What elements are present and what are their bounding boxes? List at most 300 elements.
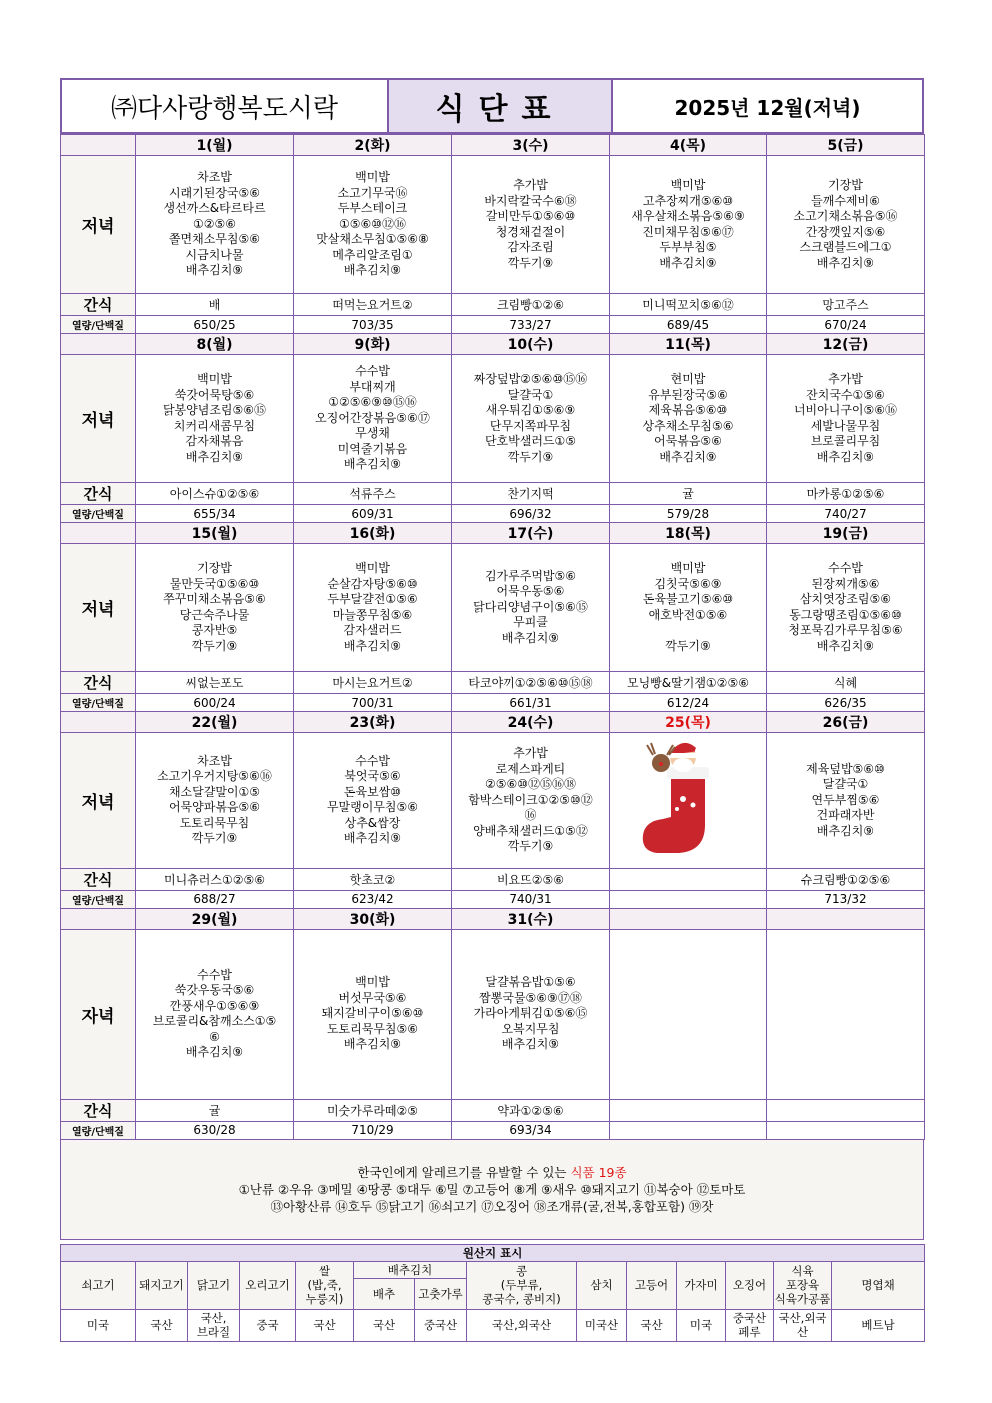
day-header: 2(화) xyxy=(294,135,452,156)
origin-header-pork: 돼지고기 xyxy=(136,1261,188,1309)
menu-table xyxy=(60,134,925,1140)
week-3-snack-row xyxy=(61,672,925,694)
menu-item: 버섯무국⑤⑥ xyxy=(338,990,407,1005)
christmas-stocking-icon xyxy=(633,733,743,863)
week-1-kcal-row xyxy=(61,316,925,334)
menu-item: 어묵우동⑤⑥ xyxy=(496,584,565,599)
menu-item: ②⑤⑥⑩⑫⑮⑯⑱ xyxy=(484,777,577,791)
menu-item: 어묵볶음⑤⑥ xyxy=(654,434,722,448)
menu-item: 배추김치⑨ xyxy=(343,1037,402,1052)
kcal-cell: 696/32 xyxy=(452,505,610,523)
menu-item: 깍두기⑨ xyxy=(507,449,554,464)
origin-header-meat-products xyxy=(774,1261,832,1309)
meal-cell xyxy=(136,929,294,1099)
origin-value-mackerel: 국산 xyxy=(627,1309,677,1341)
menu-item: 짜장덮밥②⑤⑥⑩⑮⑯ xyxy=(473,372,588,386)
menu-item: ⑯ xyxy=(524,808,537,822)
menu-item: 잔치국수①⑤⑥ xyxy=(806,387,885,402)
menu-item: 깍두기⑨ xyxy=(191,638,238,653)
snack-cell xyxy=(610,868,767,890)
snack-cell: 모닝빵&딸기잼①②⑤⑥ xyxy=(610,672,767,694)
menu-item: 고추장찌개⑤⑥⑩ xyxy=(642,193,734,208)
menu-item: 배추김치⑨ xyxy=(816,823,875,838)
origin-value-squid-2: 페루 xyxy=(738,1325,761,1339)
origin-value-meat-2: 산 xyxy=(796,1325,809,1339)
menu-item: 수수밥 xyxy=(197,967,232,982)
origin-header-rice xyxy=(296,1261,354,1309)
kcal-cell: 713/32 xyxy=(767,890,925,908)
menu-item: ①②⑤⑥ xyxy=(192,216,237,231)
menu-item: 수수밥 xyxy=(355,364,390,379)
menu-item: 건파래자반 xyxy=(816,808,875,822)
day-header: 19(금) xyxy=(767,523,925,544)
origin-header-pepper: 고춧가루 xyxy=(415,1278,467,1309)
snack-cell: 비요뜨②⑤⑥ xyxy=(452,868,610,890)
snack-cell xyxy=(767,1099,925,1121)
day-header: 23(화) xyxy=(294,712,452,733)
menu-item: 치커리새콤무침 xyxy=(173,418,256,433)
menu-item: 소고기채소볶음⑤⑯ xyxy=(793,209,898,223)
origin-header-bean-label: 콩 xyxy=(515,1264,528,1278)
menu-item: ⑥ xyxy=(209,1029,220,1044)
day-header: 1(월) xyxy=(136,135,294,156)
menu-item: 세발나물무침 xyxy=(810,418,881,433)
menu-item: ①②⑤⑥⑨⑩⑮⑯ xyxy=(328,395,417,410)
day-header: 18(목) xyxy=(610,523,767,544)
meal-cell xyxy=(610,156,767,294)
week-4-snack-row xyxy=(61,868,925,890)
day-header: 3(수) xyxy=(452,135,610,156)
menu-item: 배추김치⑨ xyxy=(343,263,402,278)
menu-item: 백미밥 xyxy=(355,561,390,575)
day-header: 11(목) xyxy=(610,334,767,355)
meal-cell xyxy=(767,355,925,483)
menu-item: 배추김치⑨ xyxy=(816,638,875,653)
menu-item: 배추김치⑨ xyxy=(659,255,717,270)
snack-cell: 식혜 xyxy=(767,672,925,694)
menu-item: 부대찌개 xyxy=(349,379,396,394)
kcal-cell xyxy=(610,890,767,908)
menu-item: 두부달걀전①⑤⑥ xyxy=(327,592,418,606)
kcal-row-label: 열량/단백질 xyxy=(61,1121,136,1139)
kcal-cell: 655/34 xyxy=(136,505,294,523)
origin-header-chicken: 닭고기 xyxy=(188,1261,240,1309)
snack-cell: 귤 xyxy=(136,1099,294,1121)
menu-item: 양배추채샐러드①⑤⑫ xyxy=(473,823,588,838)
menu-item: 달걀국① xyxy=(507,387,554,402)
menu-item: 삼치엿장조림⑤⑥ xyxy=(799,592,892,606)
snack-cell: 약과①②⑤⑥ xyxy=(452,1099,610,1121)
menu-item: 상추&쌈장 xyxy=(344,815,401,830)
menu-item: 달걀국① xyxy=(822,777,869,791)
menu-item: 너비아니구이⑤⑥⑯ xyxy=(793,403,898,417)
menu-item: 제육덮밥⑤⑥⑩ xyxy=(806,761,885,776)
menu-item: 배추김치⑨ xyxy=(501,1037,560,1052)
menu-item: 닭봉양념조림⑤⑥⑮ xyxy=(162,403,267,417)
week-3-kcal-row xyxy=(61,694,925,712)
day-header: 31(수) xyxy=(452,908,610,929)
menu-item: 제육볶음⑤⑥⑩ xyxy=(648,403,728,417)
kcal-cell: 650/25 xyxy=(136,316,294,334)
menu-item: 백미밥 xyxy=(355,170,390,185)
menu-item: 배추김치⑨ xyxy=(659,449,717,464)
menu-item xyxy=(610,623,766,639)
snack-cell: 타코야끼①②⑤⑥⑩⑮⑱ xyxy=(452,672,610,694)
origin-value-duck: 중국 xyxy=(240,1309,296,1341)
menu-item: 배추김치⑨ xyxy=(185,1045,244,1059)
meal-cell xyxy=(294,733,452,869)
meal-cell xyxy=(136,544,294,672)
origin-header-rice-sub: (밥,죽, xyxy=(307,1278,342,1292)
date-row-label xyxy=(61,712,136,733)
menu-item: 가라아게튀김①⑤⑥⑮ xyxy=(473,1006,588,1021)
menu-item: 무말랭이무침⑤⑥ xyxy=(326,800,419,815)
menu-item: 소고기우거지탕⑤⑥⑯ xyxy=(157,769,272,784)
menu-item: 배추김치⑨ xyxy=(343,457,402,472)
snack-cell: 석류주스 xyxy=(294,483,452,505)
meal-cell xyxy=(610,733,767,869)
menu-item: 감자채볶음 xyxy=(185,434,244,448)
menu-item: 배추김치⑨ xyxy=(185,263,244,278)
menu-item: 바지락칼국수⑥⑱ xyxy=(484,193,577,208)
origin-header-bean-sub: (두부류, xyxy=(500,1278,543,1292)
menu-item: 배추김치⑨ xyxy=(816,449,875,464)
menu-item: 백미밥 xyxy=(197,372,232,386)
kcal-cell: 612/24 xyxy=(610,694,767,712)
menu-item: 추가밥 xyxy=(513,746,548,760)
week-4-kcal-row xyxy=(61,890,925,908)
allergy-notice xyxy=(60,1140,924,1240)
origin-value-spanish-mackerel: 미국산 xyxy=(577,1309,627,1341)
kcal-cell: 689/45 xyxy=(610,316,767,334)
menu-item: 간장깻잎지⑤⑥ xyxy=(805,224,886,239)
snack-cell: 마시는요거트② xyxy=(294,672,452,694)
kcal-cell: 623/42 xyxy=(294,890,452,908)
origin-value-chicken-1: 국산, xyxy=(200,1311,227,1325)
menu-item: 배추김치⑨ xyxy=(343,831,402,846)
month-label: 2025년 12월(저녁) xyxy=(674,95,861,120)
day-header: 25(목) xyxy=(610,712,767,733)
menu-item: 소고기무국⑯ xyxy=(337,185,408,200)
snack-cell: 씨없는포도 xyxy=(136,672,294,694)
menu-item: 쫄면채소무침⑤⑥ xyxy=(168,232,261,247)
day-header xyxy=(767,908,925,929)
meal-cell xyxy=(610,544,767,672)
menu-item: 기장밥 xyxy=(828,178,863,192)
snack-cell: 크림빵①②⑥ xyxy=(452,294,610,316)
week-5-meal-row xyxy=(61,929,925,1099)
day-header: 24(수) xyxy=(452,712,610,733)
origin-header-beef: 쇠고기 xyxy=(61,1261,136,1309)
snack-cell: 핫초코② xyxy=(294,868,452,890)
menu-item: 물만둣국①⑤⑥⑩ xyxy=(169,576,260,591)
menu-item: 수수밥 xyxy=(828,561,863,575)
menu-item: 배추김치⑨ xyxy=(343,638,402,653)
meal-cell xyxy=(767,544,925,672)
day-header: 17(수) xyxy=(452,523,610,544)
origin-title: 원산지 표시 xyxy=(61,1244,925,1261)
header xyxy=(60,78,924,134)
menu-item: 단호박샐러드①⑤ xyxy=(484,434,577,448)
kcal-cell: 700/31 xyxy=(294,694,452,712)
day-header xyxy=(610,908,767,929)
menu-item: 단무지쪽파무침 xyxy=(489,418,572,433)
meal-cell xyxy=(294,929,452,1099)
kcal-row-label: 열량/단백질 xyxy=(61,694,136,712)
origin-header-squid: 오징어 xyxy=(726,1261,774,1309)
origin-header-kimchi: 배추김치 xyxy=(354,1261,467,1278)
origin-value-pepper: 중국산 xyxy=(415,1309,467,1341)
menu-item: 어묵양파볶음⑤⑥ xyxy=(168,800,261,815)
menu-item: 시래기된장국⑤⑥ xyxy=(168,185,261,200)
origin-value-rice: 국산 xyxy=(296,1309,354,1341)
week-1-snack-row xyxy=(61,294,925,316)
origin-header-bean xyxy=(467,1261,577,1309)
meal-cell xyxy=(767,733,925,869)
menu-item: 차조밥 xyxy=(197,170,232,185)
menu-item: 브로콜리무침 xyxy=(810,434,881,448)
snack-cell xyxy=(610,1099,767,1121)
week-4-date-row xyxy=(61,712,925,733)
origin-header-rice-label: 쌀 xyxy=(318,1264,331,1278)
snack-cell: 떠먹는요거트② xyxy=(294,294,452,316)
meal-cell xyxy=(452,929,610,1099)
menu-item: 상추채소무침⑤⑥ xyxy=(642,418,734,433)
origin-header-meat-sub2: 식육가공품 xyxy=(774,1292,831,1306)
menu-item: 오복지무침 xyxy=(501,1021,560,1036)
meal-cell xyxy=(610,929,767,1099)
origin-header-meat-sub: 포장육 xyxy=(785,1278,820,1292)
menu-item: 미역줄기볶음 xyxy=(337,441,408,456)
day-header: 26(금) xyxy=(767,712,925,733)
snack-row-label: 간식 xyxy=(61,868,136,890)
kcal-cell: 579/28 xyxy=(610,505,767,523)
kcal-row-label: 열량/단백질 xyxy=(61,890,136,908)
week-2-meal-row xyxy=(61,355,925,483)
snack-cell: 배 xyxy=(136,294,294,316)
week-2-date-row xyxy=(61,334,925,355)
kcal-cell: 670/24 xyxy=(767,316,925,334)
menu-item: 유부된장국⑤⑥ xyxy=(648,387,728,402)
menu-item: 맛살채소무침①⑤⑥⑧ xyxy=(316,232,429,247)
menu-item: 추가밥 xyxy=(513,178,548,192)
day-header: 10(수) xyxy=(452,334,610,355)
kcal-cell: 733/27 xyxy=(452,316,610,334)
origin-header-dried-fish: 명엽채 xyxy=(832,1261,925,1309)
menu-item: 백미밥 xyxy=(670,178,706,192)
meal-cell xyxy=(610,355,767,483)
menu-item: 백미밥 xyxy=(355,975,390,990)
origin-header-cabbage: 배추 xyxy=(354,1278,415,1309)
menu-item: 백미밥 xyxy=(670,561,706,575)
menu-item: 감자샐러드 xyxy=(343,623,402,637)
menu-item: 애호박전①⑤⑥ xyxy=(648,607,728,622)
menu-item: 진미채무침⑤⑥⑰ xyxy=(642,224,734,239)
menu-item: 오징어간장볶음⑤⑥⑰ xyxy=(315,410,430,425)
meal-row-label: 자녁 xyxy=(61,929,136,1099)
menu-item: ①⑤⑥⑩⑫⑯ xyxy=(338,216,407,231)
origin-header-meat-label: 식육 xyxy=(791,1264,814,1278)
week-1-date-row xyxy=(61,135,925,156)
snack-cell: 미니츄러스①②⑤⑥ xyxy=(136,868,294,890)
day-header: 8(월) xyxy=(136,334,294,355)
snack-cell: 아이스슈①②⑤⑥ xyxy=(136,483,294,505)
menu-item: 배추김치⑨ xyxy=(185,449,244,464)
week-3-date-row xyxy=(61,523,925,544)
week-1-meal-row xyxy=(61,156,925,294)
menu-item: 깍두기⑨ xyxy=(507,255,554,270)
allergy-intro: 한국인에게 알레르기를 유발할 수 있는 xyxy=(357,1164,567,1180)
date-row-label xyxy=(61,908,136,929)
meal-cell xyxy=(452,156,610,294)
menu-item: 두부스테이크 xyxy=(337,201,408,216)
menu-item: 돈육불고기⑤⑥⑩ xyxy=(642,592,734,606)
kcal-cell: 626/35 xyxy=(767,694,925,712)
origin-header-bean-sub2: 콩국수, 콩비지) xyxy=(482,1292,561,1306)
menu-item: 무피클 xyxy=(513,615,548,630)
menu-item: 배추김치⑨ xyxy=(816,255,875,270)
menu-item: 깐풍새우①⑤⑥⑨ xyxy=(169,998,260,1013)
origin-value-chicken-2: 브라질 xyxy=(196,1325,231,1339)
menu-item: 감자조림 xyxy=(507,240,554,254)
snack-cell: 귤 xyxy=(610,483,767,505)
meal-cell xyxy=(294,544,452,672)
snack-cell: 망고주스 xyxy=(767,294,925,316)
snack-row-label: 간식 xyxy=(61,294,136,316)
menu-item: 동그랑땡조림①⑤⑥⑩ xyxy=(789,607,902,622)
week-5-snack-row xyxy=(61,1099,925,1121)
origin-header-flatfish: 가자미 xyxy=(677,1261,726,1309)
snack-row-label: 간식 xyxy=(61,1099,136,1121)
origin-header-rice-sub2: 누룽지) xyxy=(305,1292,344,1306)
meal-row-label: 저녁 xyxy=(61,733,136,869)
menu-item: 현미밥 xyxy=(670,372,706,386)
origin-value-beef: 미국 xyxy=(61,1309,136,1341)
day-header: 15(월) xyxy=(136,523,294,544)
origin-value-squid xyxy=(726,1309,774,1341)
menu-item: 돈육보쌈⑩ xyxy=(343,784,402,799)
day-header: 4(목) xyxy=(610,135,767,156)
menu-sheet xyxy=(60,78,924,1342)
menu-item: 배추김치⑨ xyxy=(501,630,560,645)
menu-item: 쑥갓어묵탕⑤⑥ xyxy=(174,387,255,402)
meal-cell xyxy=(767,929,925,1099)
company-name: ㈜다사랑행복도시락 xyxy=(111,93,338,124)
menu-item: 수수밥 xyxy=(355,753,390,768)
menu-item: 브로콜리&참깨소스①⑤ xyxy=(152,1014,277,1028)
kcal-cell: 710/29 xyxy=(294,1121,452,1139)
allergy-intro-line xyxy=(357,1164,626,1181)
menu-item: 생선까스&타르타르 xyxy=(163,201,266,216)
meal-cell xyxy=(294,156,452,294)
origin-value-bean: 국산,외국산 xyxy=(467,1309,577,1341)
menu-item: 함박스테이크①②⑤⑩⑫ xyxy=(468,792,593,807)
origin-value-cabbage: 국산 xyxy=(354,1309,415,1341)
kcal-cell: 703/35 xyxy=(294,316,452,334)
kcal-row-label: 열량/단백질 xyxy=(61,316,136,334)
menu-item: 시금치나물 xyxy=(185,247,244,262)
allergy-list-1: ①난류 ②우유 ③메밀 ④땅콩 ⑤대두 ⑥밀 ⑦고등어 ⑧게 ⑨새우 ⑩돼지고기 ⑪복숭아 ⑫토마토 xyxy=(238,1181,746,1197)
origin-value-meat-1: 국산,외국 xyxy=(778,1311,827,1325)
menu-item: 콩자반⑤ xyxy=(191,623,238,637)
menu-item: 닭다리양념구이⑤⑥⑮ xyxy=(473,599,588,614)
kcal-cell xyxy=(767,1121,925,1139)
kcal-cell: 600/24 xyxy=(136,694,294,712)
day-header: 30(화) xyxy=(294,908,452,929)
snack-cell: 슈크림빵①②⑤⑥ xyxy=(767,868,925,890)
menu-item: 깍두기⑨ xyxy=(665,638,711,653)
origin-value-squid-1: 중국산 xyxy=(732,1311,767,1325)
menu-item: 차조밥 xyxy=(197,753,232,768)
menu-item: 갈비만두①⑤⑥⑩ xyxy=(485,209,576,223)
kcal-cell: 693/34 xyxy=(452,1121,610,1139)
menu-item: 두부부침⑤ xyxy=(659,240,717,254)
allergy-highlight: 식품 19종 xyxy=(570,1164,627,1180)
menu-item: 새우살채소볶음⑤⑥⑨ xyxy=(631,209,745,223)
menu-item: 들깨수제비⑥ xyxy=(811,193,880,208)
menu-item: 순살감자탕⑤⑥⑩ xyxy=(327,576,418,591)
date-row-label xyxy=(61,523,136,544)
kcal-cell: 630/28 xyxy=(136,1121,294,1139)
meal-row-label: 저녁 xyxy=(61,544,136,672)
day-header: 5(금) xyxy=(767,135,925,156)
snack-row-label: 간식 xyxy=(61,672,136,694)
meal-cell xyxy=(136,733,294,869)
menu-item: 기장밥 xyxy=(197,561,232,575)
menu-item: 채소달걀말이①⑤ xyxy=(168,784,261,799)
meal-cell xyxy=(452,733,610,869)
origin-value-flatfish: 미국 xyxy=(677,1309,726,1341)
meal-cell xyxy=(767,156,925,294)
day-header: 12(금) xyxy=(767,334,925,355)
date-row-label xyxy=(61,334,136,355)
snack-cell: 마카롱①②⑤⑥ xyxy=(767,483,925,505)
week-4-meal-row xyxy=(61,733,925,869)
menu-item: 김칫국⑤⑥⑨ xyxy=(654,576,722,591)
menu-item: 추가밥 xyxy=(828,372,863,386)
snack-cell: 찬기지떡 xyxy=(452,483,610,505)
kcal-cell xyxy=(610,1121,767,1139)
week-2-kcal-row xyxy=(61,505,925,523)
menu-item: 마늘쫑무침⑤⑥ xyxy=(332,607,413,622)
menu-item: 돼지갈비구이⑤⑥⑩ xyxy=(321,1006,424,1021)
meal-cell xyxy=(452,355,610,483)
kcal-cell: 740/27 xyxy=(767,505,925,523)
menu-item: 짬뽕국물⑤⑥⑨⑰⑱ xyxy=(479,990,582,1005)
menu-item: 북엇국⑤⑥ xyxy=(344,769,401,784)
menu-item: 쭈꾸미채소볶음⑤⑥ xyxy=(163,592,266,606)
meal-cell xyxy=(136,156,294,294)
kcal-row-label: 열량/단백질 xyxy=(61,505,136,523)
day-header: 29(월) xyxy=(136,908,294,929)
kcal-cell: 609/31 xyxy=(294,505,452,523)
snack-cell: 미니떡꼬치⑤⑥⑫ xyxy=(610,294,767,316)
menu-item: 김가루주먹밥⑤⑥ xyxy=(484,568,577,583)
menu-item: 쑥갓우동국⑤⑥ xyxy=(174,983,255,997)
day-header: 22(월) xyxy=(136,712,294,733)
week-3-meal-row xyxy=(61,544,925,672)
snack-cell: 미숫가루라떼②⑤ xyxy=(294,1099,452,1121)
menu-item: 도토리묵무침 xyxy=(179,815,250,830)
origin-table xyxy=(60,1244,925,1342)
meal-row-label: 저녁 xyxy=(61,355,136,483)
menu-item: 스크램블드에그① xyxy=(799,240,892,254)
menu-item: 메추리알조림① xyxy=(332,247,413,262)
menu-item: 무생채 xyxy=(355,426,390,441)
menu-item: 달걀볶음밥①⑤⑥ xyxy=(485,975,576,990)
snack-row-label: 간식 xyxy=(61,483,136,505)
origin-header-spanish-mackerel: 삼치 xyxy=(577,1261,627,1309)
